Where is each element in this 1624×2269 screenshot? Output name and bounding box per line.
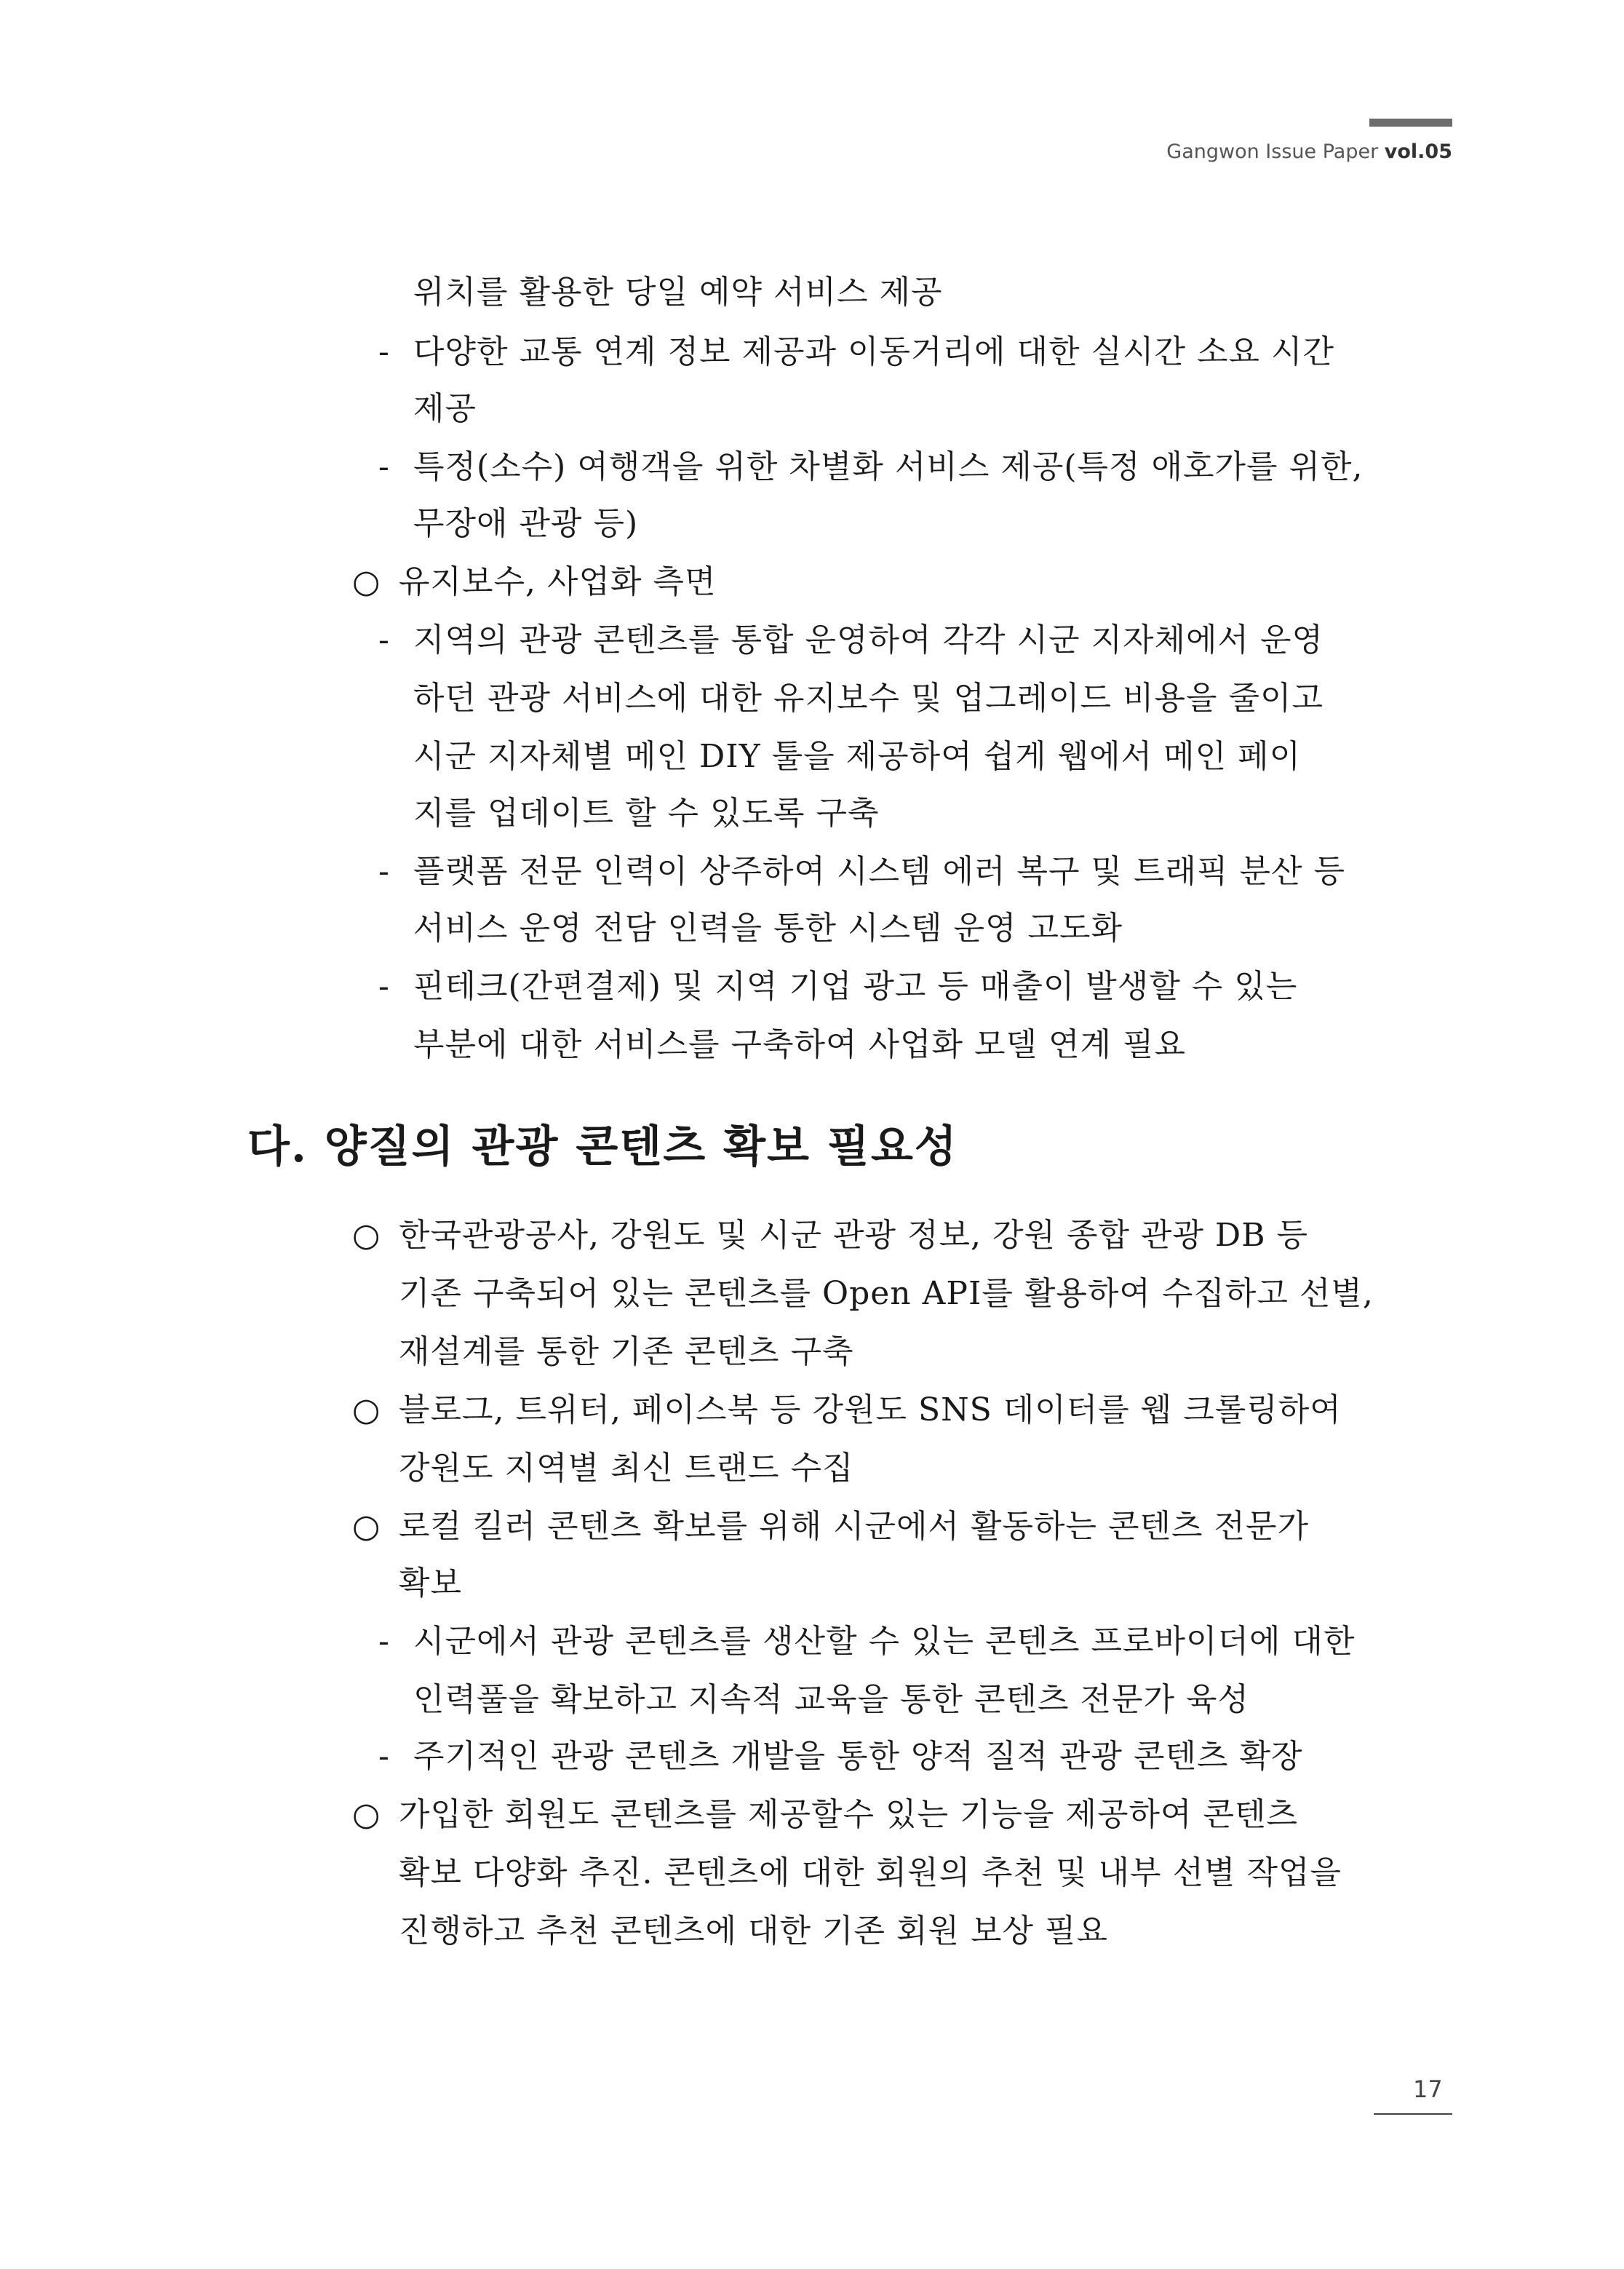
bullet-line: 지역의 관광 콘텐츠를 통합 운영하여 각각 시군 지자체에서 운영	[413, 621, 1324, 659]
circle-marker: ○	[352, 1391, 381, 1428]
bullet-line: 기존 구축되어 있는 콘텐츠를 Open API를 활용하여 수집하고 선별,	[399, 1275, 1374, 1312]
dash-marker: -	[378, 1738, 390, 1775]
circle-marker: ○	[352, 563, 381, 600]
publication-name: Gangwon Issue Paper	[1166, 140, 1379, 163]
continuation-line: 위치를 활용한 당일 예약 서비스 제공	[413, 274, 943, 311]
bullet-line: 주기적인 관광 콘텐츠 개발을 통한 양적 질적 관광 콘텐츠 확장	[413, 1738, 1303, 1775]
bullet-line: 진행하고 추천 콘텐츠에 대한 기존 회원 보상 필요	[399, 1912, 1108, 1950]
header-bar	[1369, 119, 1452, 127]
section-heading: 다. 양질의 관광 콘텐츠 확보 필요성	[247, 1121, 958, 1172]
bullet-line: 가입한 회원도 콘텐츠를 제공할수 있는 기능을 제공하여 콘텐츠	[399, 1796, 1299, 1833]
bullet-line: 부분에 대한 서비스를 구축하여 사업화 모델 연계 필요	[413, 1026, 1186, 1063]
running-header	[1166, 140, 1452, 163]
bullet-line: 제공	[413, 390, 477, 427]
dash-marker: -	[378, 621, 390, 659]
dash-marker: -	[378, 448, 390, 485]
bullet-line: 유지보수, 사업화 측면	[399, 563, 717, 600]
dash-marker: -	[378, 333, 390, 370]
bullet-line: 확보	[399, 1565, 463, 1602]
bullet-line: 확보 다양화 추진. 콘텐츠에 대한 회원의 추천 및 내부 선별 작업을	[399, 1854, 1342, 1891]
bullet-line: 서비스 운영 전담 인력을 통한 시스템 운영 고도화	[413, 910, 1123, 947]
bullet-line: 특정(소수) 여행객을 위한 차별화 서비스 제공(특정 애호가를 위한,	[413, 448, 1364, 485]
bullet-line: 하던 관광 서비스에 대한 유지보수 및 업그레이드 비용을 줄이고	[413, 680, 1324, 717]
bullet-line: 시군 지자체별 메인 DIY 툴을 제공하여 쉽게 웹에서 메인 페이	[413, 738, 1302, 775]
circle-marker: ○	[352, 1217, 381, 1254]
bullet-line: 시군에서 관광 콘텐츠를 생산할 수 있는 콘텐츠 프로바이더에 대한	[413, 1623, 1356, 1660]
bullet-line: 다양한 교통 연계 정보 제공과 이동거리에 대한 실시간 소요 시간	[413, 333, 1334, 370]
dash-marker: -	[378, 853, 390, 890]
bullet-line: 로컬 킬러 콘텐츠 확보를 위해 시군에서 활동하는 콘텐츠 전문가	[399, 1508, 1309, 1545]
circle-marker: ○	[352, 1796, 381, 1833]
circle-marker: ○	[352, 1508, 381, 1545]
bullet-line: 재설계를 통한 기존 콘텐츠 구축	[399, 1333, 854, 1370]
volume-label: vol.05	[1384, 140, 1452, 163]
dash-marker: -	[378, 1623, 390, 1660]
bullet-line: 인력풀을 확보하고 지속적 교육을 통한 콘텐츠 전문가 육성	[413, 1681, 1249, 1718]
bullet-line: 지를 업데이트 할 수 있도록 구축	[413, 795, 880, 832]
bullet-line: 플랫폼 전문 인력이 상주하여 시스템 에러 복구 및 트래픽 분산 등	[413, 853, 1345, 890]
bullet-line: 핀테크(간편결제) 및 지역 기업 광고 등 매출이 발생할 수 있는	[413, 968, 1298, 1005]
bullet-line: 한국관광공사, 강원도 및 시군 관광 정보, 강원 종합 관광 DB 등	[399, 1217, 1309, 1254]
dash-marker: -	[378, 968, 390, 1005]
bullet-line: 강원도 지역별 최신 트랜드 수집	[399, 1450, 854, 1487]
page-number-rule	[1374, 2113, 1452, 2115]
page-number: 17	[1413, 2075, 1443, 2103]
bullet-line: 블로그, 트위터, 페이스북 등 강원도 SNS 데이터를 웹 크롤링하여	[399, 1391, 1342, 1428]
bullet-line: 무장애 관광 등)	[413, 505, 639, 542]
